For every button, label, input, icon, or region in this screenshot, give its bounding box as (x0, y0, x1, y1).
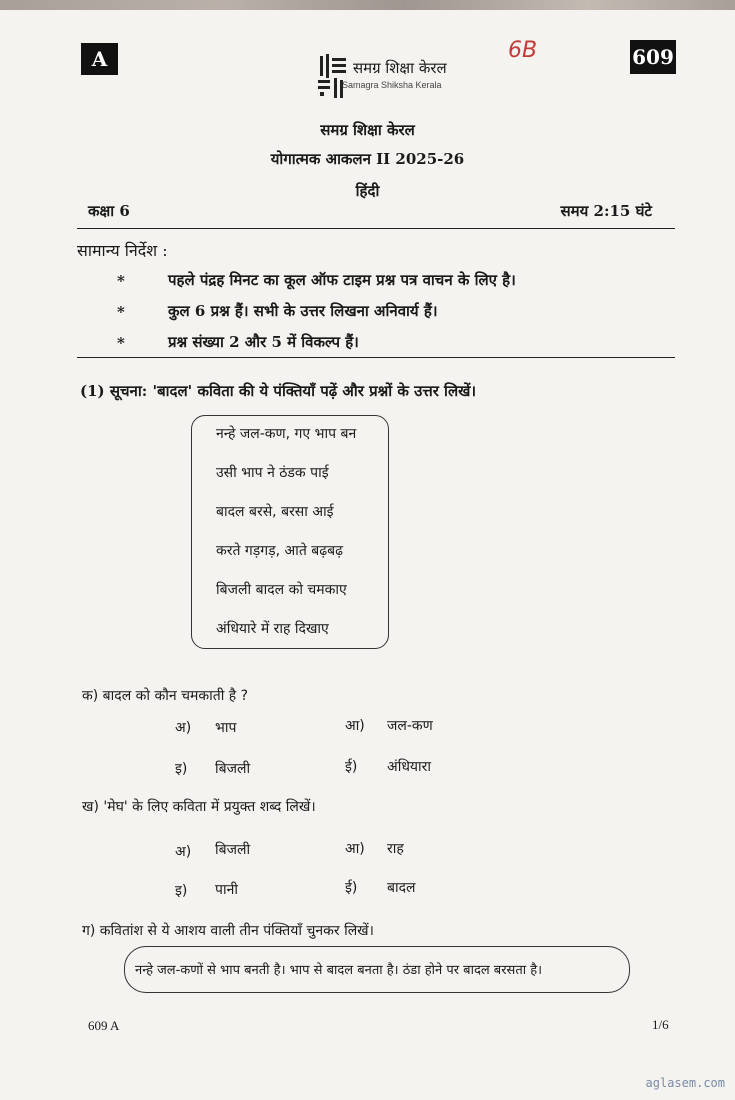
option-text: राह (387, 841, 404, 857)
question-ga: ग) कवितांश से ये आशय वाली तीन पंक्तियाँ चुनकर लिखें। (82, 923, 374, 939)
option-marker: ई) (345, 880, 358, 896)
summary-text: नन्हे जल-कणों से भाप बनती है। भाप से बादल बनता है। ठंडा होने पर बादल बरसता है। (135, 963, 543, 978)
divider (77, 357, 675, 358)
option-text: अंधियारा (387, 759, 432, 775)
option-marker: इ) (175, 883, 188, 899)
option-marker: आ) (345, 841, 365, 857)
logo-name-hindi: समग्र शिक्षा केरल (353, 59, 447, 77)
bullet-icon: * (117, 334, 125, 352)
instructions-title: सामान्य निर्देश : (77, 241, 168, 260)
handwritten-mark: 6B (508, 38, 538, 63)
option-text: पानी (215, 882, 238, 898)
instruction-item: प्रश्न संख्या 2 और 5 में विकल्प हैं। (168, 333, 359, 351)
exam-title: योगात्मक आकलन II 2025-26 (270, 150, 465, 168)
option-marker: ई) (345, 759, 358, 775)
subject-title: हिंदी (355, 182, 380, 200)
instruction-item: पहले पंद्रह मिनट का कूल ऑफ टाइम प्रश्न पत्र वाचन के लिए है। (168, 271, 516, 289)
poem-line: बादल बरसे, बरसा आई (216, 504, 334, 520)
option-text: जल-कण (387, 718, 433, 734)
option-marker: अ) (175, 844, 192, 860)
option-text: बिजली (215, 761, 251, 777)
poem-box (191, 415, 389, 649)
instruction-item: कुल 6 प्रश्न हैं। सभी के उत्तर लिखना अनिवार्य हैं। (168, 302, 438, 320)
option-marker: आ) (345, 718, 365, 734)
option-text: बिजली (215, 842, 251, 858)
time-label: समय 2:15 घंटे (560, 202, 652, 220)
option-text: भाप (215, 720, 237, 736)
bullet-icon: * (117, 303, 125, 321)
question-ka: क) बादल को कौन चमकाती है ? (82, 688, 249, 704)
watermark: aglasem.com (645, 1076, 725, 1090)
logo-name-english: Samagra Shiksha Kerala (342, 80, 442, 90)
poem-line: नन्हे जल-कण, गए भाप बन (216, 426, 357, 442)
option-text: बादल (387, 880, 416, 896)
paper-code-badge: 609 (630, 40, 676, 74)
option-marker: इ) (175, 761, 188, 777)
poem-line: अंधियारे में राह दिखाए (216, 621, 329, 637)
set-code-badge: A (81, 43, 118, 75)
poem-line: करते गड़गड़, आते बढ़बढ़ (216, 543, 344, 559)
question-kha: ख) 'मेघ' के लिए कविता में प्रयुक्त शब्द लिखें। (82, 799, 316, 815)
class-label: कक्षा 6 (88, 202, 130, 220)
bullet-icon: * (117, 272, 125, 290)
option-marker: अ) (175, 720, 192, 736)
samagra-logo-icon (318, 52, 348, 100)
poem-line: उसी भाप ने ठंडक पाई (216, 465, 329, 481)
footer-code: 609 A (88, 1018, 120, 1033)
organization-title: समग्र शिक्षा केरल (320, 121, 415, 139)
scan-edge (0, 0, 735, 10)
poem-line: बिजली बादल को चमकाए (216, 582, 347, 598)
summary-box (124, 946, 630, 993)
page-number: 1/6 (652, 1017, 669, 1032)
question-1-prompt: (1) सूचना: 'बादल' कविता की ये पंक्तियाँ पढ़ें और प्रश्नों के उत्तर लिखें। (80, 382, 477, 400)
divider (77, 228, 675, 229)
